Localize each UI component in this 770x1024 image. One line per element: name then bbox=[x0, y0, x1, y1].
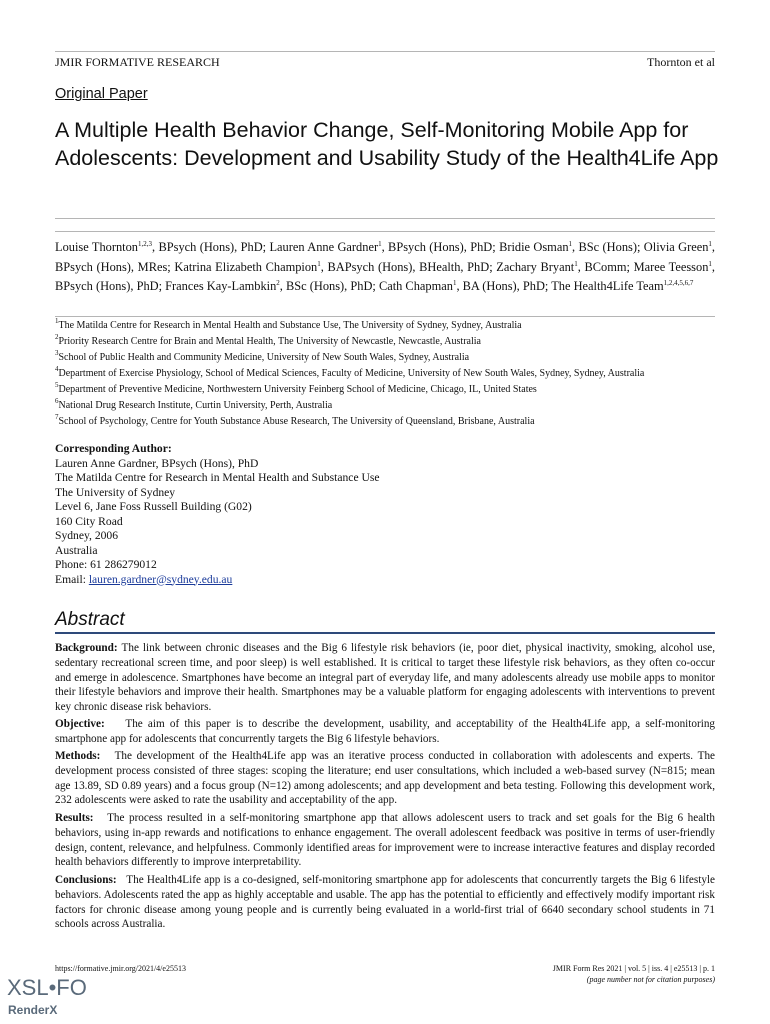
author-name: Frances Kay-Lambkin bbox=[165, 279, 277, 293]
author-name: Cath Chapman bbox=[378, 279, 453, 293]
author bbox=[174, 260, 496, 274]
affiliation-text: Department of Preventive Medicine, Northwestern University Feinberg School of Medicine, Chicago, IL, United States bbox=[58, 384, 537, 395]
author-name: Maree Teesson bbox=[633, 259, 709, 274]
author-degrees: , BA (Hons), PhD; bbox=[456, 279, 552, 293]
author-list bbox=[55, 238, 715, 297]
author-affiliation-ref: 1 bbox=[378, 240, 382, 248]
renderx-logo: RenderX bbox=[8, 1003, 58, 1017]
section-text: The Health4Life app is a co-designed, self-monitoring smartphone app for adolescents that concurrently targets the Big 6 lifestyle behaviors. Adolescents rated the app as highly acceptable and usable. The app has the potential to efficiently and effectively modify important risk factors for chronic disease among young people and is currently being evaluated in a world-first trial of 6640 secondary school students in 71 schools across Australia. bbox=[55, 874, 716, 931]
title-rule-1 bbox=[55, 218, 715, 219]
section-text: The development of the Health4Life app was an iterative process conducted in collaboration with adolescents and experts. The development process consisted of three stages: scoping the literature; end user consultations, which included a web-based survey (N=815; mean age 13.89, SD 0.89 years) and a focus group (N=12) among adolescents; and app development and beta testing. Following this development work, 232 adolescents were asked to rate the usability and acceptability of the app. bbox=[55, 750, 715, 807]
affiliation bbox=[55, 382, 735, 397]
article-type: Original Paper bbox=[55, 86, 148, 102]
email-link[interactable]: lauren.gardner@sydney.edu.au bbox=[88, 572, 233, 586]
author-name: Zachary Bryant bbox=[496, 259, 575, 274]
author-degrees: , BSc (Hons); bbox=[572, 240, 644, 254]
author-name: Lauren Anne Gardner bbox=[269, 240, 379, 254]
email-line bbox=[55, 573, 380, 588]
corresponding-line: 160 City Road bbox=[55, 514, 123, 528]
author bbox=[55, 240, 269, 254]
author bbox=[496, 260, 633, 274]
abstract-results bbox=[55, 811, 715, 870]
author-name: Olivia Green bbox=[643, 240, 709, 254]
author-affiliation-ref: 1,2,4,5,6,7 bbox=[663, 279, 694, 287]
section-label: Background: bbox=[55, 642, 118, 654]
author-degrees: , BPsych (Hons), PhD; bbox=[381, 240, 500, 254]
section-label: Results: bbox=[55, 812, 94, 824]
author bbox=[165, 279, 379, 293]
affiliation bbox=[55, 414, 735, 429]
affiliation bbox=[55, 350, 735, 365]
author-affiliation-ref: 1 bbox=[574, 259, 578, 268]
author-affiliation-ref: 1 bbox=[452, 279, 457, 287]
affiliation bbox=[55, 318, 735, 333]
title-rule-2 bbox=[55, 231, 715, 232]
affiliation-number: 4 bbox=[55, 365, 59, 373]
corresponding-line: The University of Sydney bbox=[55, 485, 176, 499]
email-label: Email: bbox=[55, 572, 89, 586]
author-degrees: , BPsych (Hons), MRes; bbox=[55, 240, 716, 274]
author-affiliation-ref: 1 bbox=[708, 259, 712, 268]
corresponding-line: Level 6, Jane Foss Russell Building (G02) bbox=[55, 500, 252, 513]
author-name: The Health4Life Team bbox=[551, 279, 664, 293]
corresponding-author bbox=[55, 442, 380, 587]
corresponding-line: The Matilda Centre for Research in Mental Health and Substance Use bbox=[55, 471, 380, 484]
affiliation-number: 7 bbox=[55, 413, 59, 421]
author-affiliation-ref: 1 bbox=[568, 240, 573, 248]
author-degrees: , BComm; bbox=[577, 259, 634, 274]
affiliation bbox=[55, 334, 735, 349]
author-affiliation-ref: 1 bbox=[317, 259, 321, 268]
section-text: The aim of this paper is to describe the development, usability, and acceptability of the Health4Life app, a self-monitoring smartphone app for adolescents that concurrently targets the Big 6 lifestyle behaviors. bbox=[55, 718, 716, 745]
author-affiliation-ref: 1,2,3 bbox=[138, 240, 152, 248]
author-degrees: , BPsych (Hons), PhD; bbox=[55, 259, 716, 293]
affiliation-text: National Drug Research Institute, Curtin University, Perth, Australia bbox=[58, 400, 333, 411]
corresponding-line: Sydney, 2006 bbox=[55, 529, 119, 542]
affiliation-number: 1 bbox=[55, 317, 59, 325]
author-degrees: , BAPsych (Hons), BHealth, PhD; bbox=[320, 259, 497, 274]
authors-rule bbox=[55, 316, 715, 317]
section-text: The process resulted in a self-monitoring smartphone app that allows adolescent users to track and set goals for the Big 6 health behaviors, using in-app rewards and notifications to enhance engagement. The overall adolescent feedback was positive in terms of user-friendly design, content, relevance, and helpfulness. Commonly identified areas for improvement were to increase interactive features and display recorded health behaviors differently to improve interpretability. bbox=[55, 812, 715, 869]
abstract-heading: Abstract bbox=[55, 609, 125, 630]
author bbox=[499, 240, 644, 254]
affiliation-list bbox=[55, 318, 735, 430]
abstract-rule bbox=[55, 632, 715, 634]
section-label: Conclusions: bbox=[55, 874, 117, 886]
corresponding-line: Phone: 61 286279012 bbox=[55, 558, 157, 571]
author-affiliation-ref: 1 bbox=[708, 240, 712, 248]
running-author: Thornton et al bbox=[647, 55, 715, 69]
affiliation-number: 6 bbox=[55, 397, 59, 405]
xslfo-logo: XSL•FO bbox=[7, 975, 87, 1000]
affiliation-text: The Matilda Centre for Research in Mental Health and Substance Use, The University of Sydney, Sydney, Australia bbox=[58, 320, 522, 331]
affiliation bbox=[55, 366, 735, 381]
abstract-objective bbox=[55, 717, 715, 747]
author-affiliation-ref: 2 bbox=[276, 279, 280, 287]
footer-url: https://formative.jmir.org/2021/4/e25513 bbox=[55, 964, 186, 973]
section-label: Objective: bbox=[55, 718, 105, 730]
affiliation-number: 5 bbox=[55, 381, 59, 389]
author-degrees: , BSc (Hons), PhD; bbox=[279, 279, 379, 293]
author-name: Louise Thornton bbox=[55, 240, 138, 254]
affiliation-number: 3 bbox=[55, 349, 59, 357]
abstract-background bbox=[55, 641, 715, 715]
author bbox=[269, 240, 499, 254]
corresponding-line: Australia bbox=[55, 543, 98, 557]
affiliation-text: School of Psychology, Centre for Youth Substance Abuse Research, The University of Queensland, Brisbane, Australia bbox=[58, 416, 535, 427]
corresponding-line: Lauren Anne Gardner, BPsych (Hons), PhD bbox=[55, 456, 259, 470]
affiliation-text: Department of Exercise Physiology, School of Medical Sciences, Faculty of Medicine, University of New South Wales, Sydney, Sydney, Australia bbox=[58, 368, 645, 379]
article-title: A Multiple Health Behavior Change, Self-Monitoring Mobile App for Adolescents: Development and Usability Study of the Health4Life App bbox=[55, 118, 719, 170]
author bbox=[379, 279, 551, 293]
author-name: Katrina Elizabeth Champion bbox=[174, 259, 318, 274]
corresponding-label: Corresponding Author: bbox=[55, 442, 172, 455]
footer-note: (page number not for citation purposes) bbox=[586, 975, 715, 984]
section-label: Methods: bbox=[55, 750, 101, 762]
author-degrees: , BPsych (Hons), PhD; bbox=[152, 240, 270, 254]
affiliation bbox=[55, 398, 735, 413]
abstract-conclusions bbox=[55, 873, 715, 932]
affiliation-text: School of Public Health and Community Medicine, University of New South Wales, Sydney, Australia bbox=[58, 352, 470, 363]
journal-name: JMIR FORMATIVE RESEARCH bbox=[55, 55, 220, 69]
abstract-methods bbox=[55, 749, 715, 808]
author bbox=[551, 279, 693, 293]
affiliation-number: 2 bbox=[55, 333, 59, 341]
footer-citation: JMIR Form Res 2021 | vol. 5 | iss. 4 | e25513 | p. 1 bbox=[552, 964, 715, 973]
section-text: The link between chronic diseases and the Big 6 lifestyle risk behaviors (ie, poor diet, physical inactivity, smoking, alcohol use, sedentary recreational screen time, and poor sleep) is well established. It is critical to target these lifestyle risk behaviors, as they often co-occur and emerge in adolescence. Smartphones have become an integral part of everyday life, and many adolescents already use mobile apps to monitor their lifestyle behaviors and improve their health. Smartphones may be a valuable platform for engaging adolescents with interventions to prevent key chronic disease risk behaviors. bbox=[55, 642, 716, 714]
affiliation-text: Priority Research Centre for Brain and Mental Health, The University of Newcastle, Newcastle, Australia bbox=[58, 336, 481, 347]
author-name: Bridie Osman bbox=[499, 240, 569, 254]
header-top-rule bbox=[55, 51, 715, 52]
